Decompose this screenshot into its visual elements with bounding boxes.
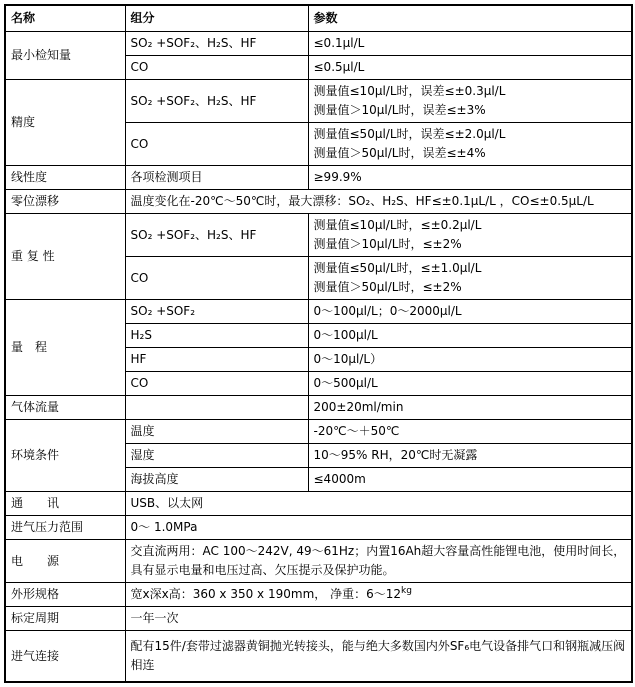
repeatability-label: 重 复 性	[5, 214, 125, 300]
range-component-3: HF	[125, 348, 308, 372]
spec-table	[4, 4, 633, 683]
accuracy-value-2-line-1: 测量值≤50μl/L时，误差≤±2.0μl/L	[313, 127, 506, 141]
min-detection-value-1: ≤0.1μl/L	[308, 32, 632, 56]
row-communication	[5, 492, 632, 516]
row-environment-1	[5, 420, 632, 444]
row-inlet-connection	[5, 631, 632, 683]
communication-label: 通 讯	[5, 492, 125, 516]
table-header-row	[5, 5, 632, 32]
min-detection-label: 最小检知量	[5, 32, 125, 80]
range-value-2: 0～100μl/L	[308, 324, 632, 348]
accuracy-component-1: SO₂ +SOF₂、H₂S、HF	[125, 80, 308, 123]
range-component-2: H₂S	[125, 324, 308, 348]
range-component-4: CO	[125, 372, 308, 396]
dimensions-value-text: 宽x深x高：360 x 350 x 190mm， 净重：6～12	[130, 587, 401, 601]
environment-label: 环境条件	[5, 420, 125, 492]
repeatability-value-2-line-1: 测量值≤50μl/L时，≤±1.0μl/L	[313, 261, 482, 275]
min-detection-component-1: SO₂ +SOF₂、H₂S、HF	[125, 32, 308, 56]
accuracy-label: 精度	[5, 80, 125, 166]
row-linearity	[5, 166, 632, 190]
accuracy-value-1	[308, 80, 632, 123]
row-repeatability-1	[5, 214, 632, 257]
header-component: 组分	[125, 5, 308, 32]
calibration-period-value: 一年一次	[125, 607, 632, 631]
row-min-detection-1	[5, 32, 632, 56]
power-label: 电 源	[5, 540, 125, 583]
environment-value-2: 10～95% RH，20℃时无凝露	[308, 444, 632, 468]
row-zero-drift	[5, 190, 632, 214]
repeatability-value-2-line-2: 测量值＞50μl/L时，≤±2%	[313, 280, 462, 294]
range-component-1: SO₂ +SOF₂	[125, 300, 308, 324]
inlet-pressure-label: 进气压力范围	[5, 516, 125, 540]
linearity-value: ≥99.9%	[308, 166, 632, 190]
repeatability-value-1-line-2: 测量值＞10μl/L时，≤±2%	[313, 237, 462, 251]
header-name: 名称	[5, 5, 125, 32]
repeatability-component-1: SO₂ +SOF₂、H₂S、HF	[125, 214, 308, 257]
accuracy-value-1-line-2: 测量值＞10μl/L时，误差≤±3%	[313, 103, 486, 117]
range-label: 量 程	[5, 300, 125, 396]
min-detection-value-2: ≤0.5μl/L	[308, 56, 632, 80]
row-range-1	[5, 300, 632, 324]
dimensions-value	[125, 583, 632, 607]
environment-component-1: 温度	[125, 420, 308, 444]
row-accuracy-1	[5, 80, 632, 123]
accuracy-value-2	[308, 123, 632, 166]
min-detection-component-2: CO	[125, 56, 308, 80]
communication-value: USB、以太网	[125, 492, 632, 516]
environment-value-1: -20℃～＋50℃	[308, 420, 632, 444]
environment-component-2: 湿度	[125, 444, 308, 468]
range-value-1: 0～100μl/L；0～2000μl/L	[308, 300, 632, 324]
gas-flow-value: 200±20ml/min	[308, 396, 632, 420]
row-calibration-period	[5, 607, 632, 631]
linearity-label: 线性度	[5, 166, 125, 190]
repeatability-value-2	[308, 257, 632, 300]
environment-value-3: ≤4000m	[308, 468, 632, 492]
accuracy-component-2: CO	[125, 123, 308, 166]
row-gas-flow	[5, 396, 632, 420]
repeatability-value-1	[308, 214, 632, 257]
row-power	[5, 540, 632, 583]
gas-flow-component	[125, 396, 308, 420]
zero-drift-value: 温度变化在-20℃～50℃时，最大漂移：SO₂、H₂S、HF≤±0.1μL/L ，CO≤±0.5μL/L	[125, 190, 632, 214]
dimensions-label: 外形规格	[5, 583, 125, 607]
dimensions-value-unit: kg	[400, 586, 412, 596]
zero-drift-label: 零位漂移	[5, 190, 125, 214]
row-inlet-pressure	[5, 516, 632, 540]
inlet-pressure-value: 0～ 1.0MPa	[125, 516, 632, 540]
accuracy-value-1-line-1: 测量值≤10μl/L时，误差≤±0.3μl/L	[313, 84, 506, 98]
inlet-connection-value: 配有15件/套带过滤器黄铜抛光转接头，能与绝大多数国内外SF₆电气设备排气口和钢瓶减压阀相连	[125, 631, 632, 683]
power-value: 交直流两用：AC 100～242V, 49～61Hz；内置16Ah超大容量高性能锂电池，使用时间长，具有显示电量和电压过高、欠压提示及保护功能。	[125, 540, 632, 583]
repeatability-value-1-line-1: 测量值≤10μl/L时，≤±0.2μl/L	[313, 218, 482, 232]
repeatability-component-2: CO	[125, 257, 308, 300]
gas-flow-label: 气体流量	[5, 396, 125, 420]
environment-component-3: 海拔高度	[125, 468, 308, 492]
row-dimensions	[5, 583, 632, 607]
calibration-period-label: 标定周期	[5, 607, 125, 631]
header-parameter: 参数	[308, 5, 632, 32]
range-value-4: 0～500μl/L	[308, 372, 632, 396]
inlet-connection-label: 进气连接	[5, 631, 125, 683]
accuracy-value-2-line-2: 测量值＞50μl/L时，误差≤±4%	[313, 146, 486, 160]
range-value-3: 0～10μl/L）	[308, 348, 632, 372]
linearity-component: 各项检测项目	[125, 166, 308, 190]
